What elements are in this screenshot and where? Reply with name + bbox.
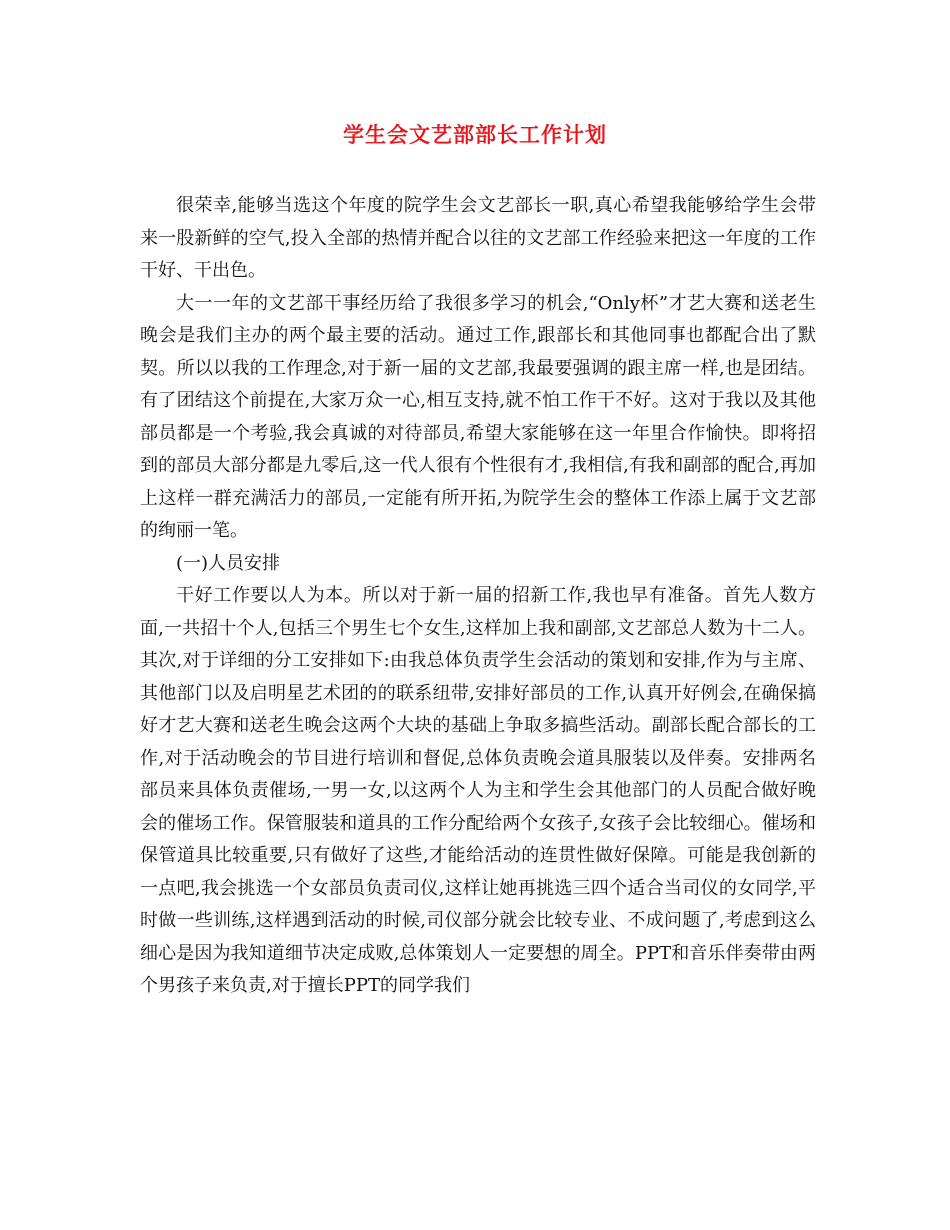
section-heading-staffing: (一)人员安排: [176, 552, 281, 574]
paragraph-experience: 大一一年的文艺部干事经历给了我很多学习的机会,“Only杯”才艺大赛和送老生晚会是我们主办的两个最主要的活动。通过工作,跟部长和其他同事也都配合出了默契。所以以我的工作理念,对于新一届的文艺部,我最要强调的跟主席一样,也是团结。有了团结这个前提在,大家万众一心,相互支持,就不怕工作干不好。这对于我以及其他部员都是一个考验,我会真诚的对待部员,希望大家能够在这一年里合作愉快。即将招到的部员大部分都是九零后,这一代人很有个性很有才,我相信,有我和副部的配合,再加上这样一群充满活力的部员,一定能有所开拓,为院学生会的整体工作添上属于文艺部的绚丽一笔。: [140, 292, 816, 541]
document-body: [140, 190, 816, 1003]
document-title: 学生会文艺部部长工作计划: [343, 122, 607, 147]
paragraph-staffing: 干好工作要以人为本。所以对于新一届的招新工作,我也早有准备。首先人数方面,一共招十个人,包括三个男生七个女生,这样加上我和副部,文艺部总人数为十二人。其次,对于详细的分工安排如下:由我总体负责学生会活动的策划和安排,作为与主席、其他部门以及启明星艺术团的的联系纽带,安排好部员的工作,认真开好例会,在确保搞好才艺大赛和送老生晚会这两个大块的基础上争取多搞些活动。副部长配合部长的工作,对于活动晚会的节目进行培训和督促,总体负责晚会道具服装以及伴奏。安排两名部员来具体负责催场,一男一女,以这两个人为主和学生会其他部门的人员配合做好晚会的催场工作。保管服装和道具的工作分配给两个女孩子,女孩子会比较细心。催场和保管道具比较重要,只有做好了这些,才能给活动的连贯性做好保障。可能是我创新的一点吧,我会挑选一个女部员负责司仪,这样让她再挑选三四个适合当司仪的女同学,平时做一些训练,这样遇到活动的时候,司仪部分就会比较专业、不成问题了,考虑到这么细心是因为我知道细节决定成败,总体策划人一定要想的周全。PPT和音乐伴奏带由两个男孩子来负责,对于擅长PPT的同学我们: [140, 585, 816, 996]
paragraph-intro: 很荣幸,能够当选这个年度的院学生会文艺部长一职,真心希望我能够给学生会带来一股新鲜的空气,投入全部的热情并配合以往的文艺部工作经验来把这一年度的工作干好、干出色。: [140, 195, 816, 281]
